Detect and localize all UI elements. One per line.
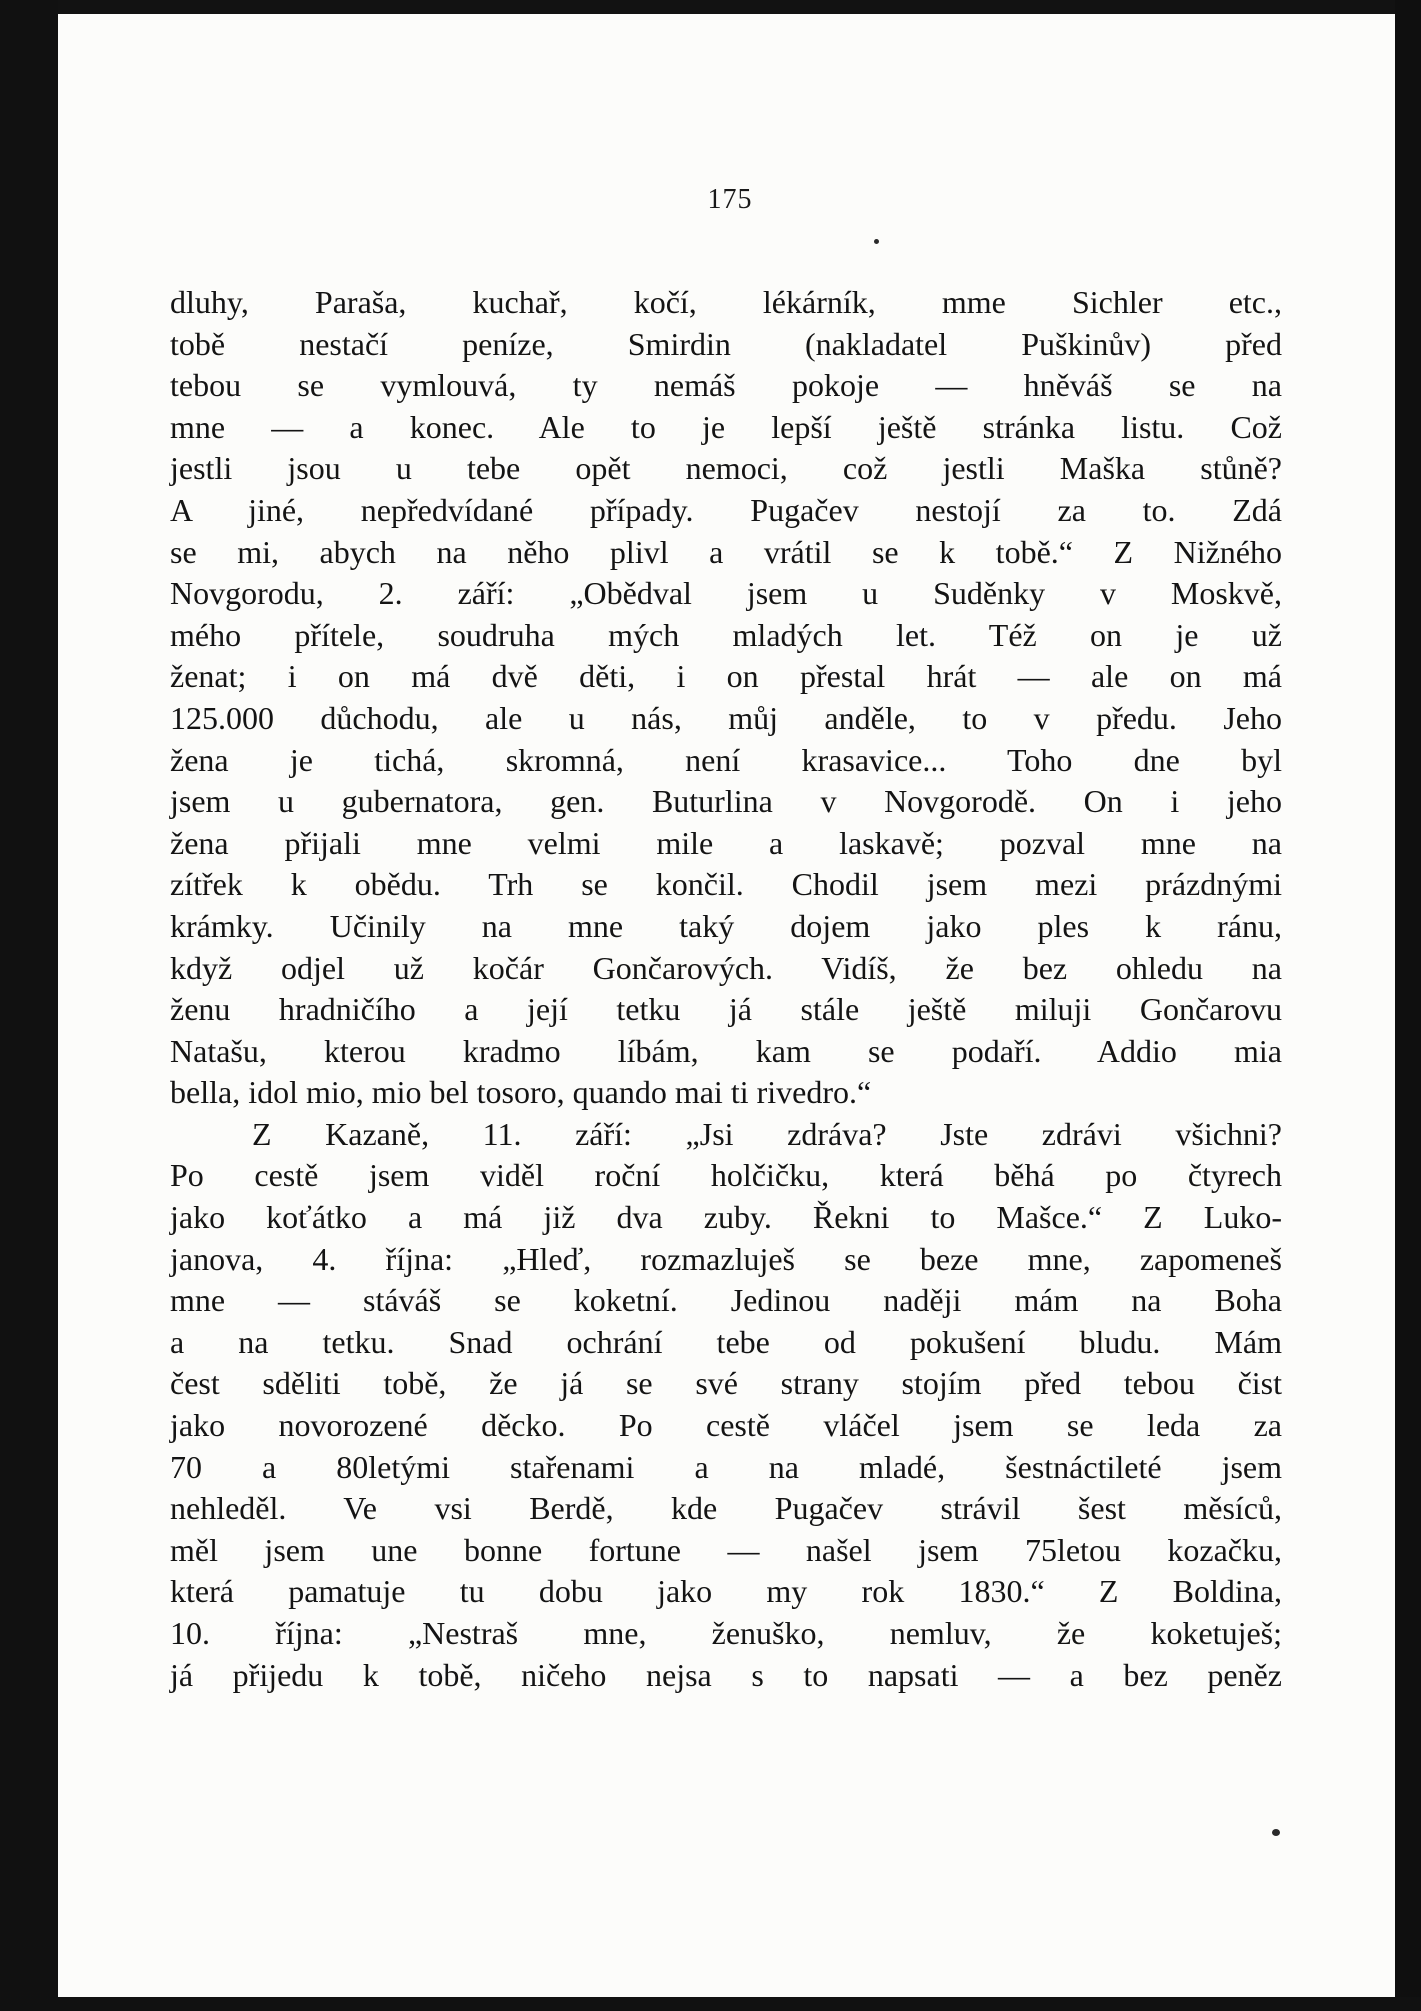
body-text xyxy=(170,282,1282,1696)
text-line: zítřek k obědu. Trh se končil. Chodil jsem mezi prázdnými xyxy=(170,866,1282,903)
text-line: žena přijali mne velmi mile a laskavě; pozval mne na xyxy=(170,824,1282,861)
text-line: 70 a 80letými stařenami a na mladé, šestnáctileté jsem xyxy=(170,1448,1282,1485)
ink-speck xyxy=(874,239,879,244)
text-line: jsem u gubernatora, gen. Buturlina v Novgorodě. On i jeho xyxy=(170,783,1282,820)
text-line: dluhy, Paraša, kuchař, kočí, lékárník, mme Sichler etc., xyxy=(170,284,1282,320)
text-line: janova, 4. října: „Hleď, rozmazluješ se beze mne, zapomeneš xyxy=(170,1240,1282,1277)
book-page xyxy=(58,14,1395,1997)
text-line: bella, idol mio, mio bel tosoro, quando mai ti rivedro.“ xyxy=(170,1074,872,1111)
text-line: Natašu, kterou kradmo líbám, kam se podaří. Addio mia xyxy=(170,1032,1282,1069)
page-number: 175 xyxy=(707,184,753,215)
scan-border-right xyxy=(1395,0,1421,2011)
text-line: Po cestě jsem viděl roční holčičku, která běhá po čtyrech xyxy=(170,1157,1282,1194)
text-line: tebou se vymlouvá, ty nemáš pokoje — hněváš se na xyxy=(170,367,1282,404)
text-line: jestli jsou u tebe opět nemoci, což jestli Maška stůně? xyxy=(170,450,1282,487)
text-line: mého přítele, soudruha mých mladých let. Též on je už xyxy=(170,616,1282,653)
text-line: ženu hradničího a její tetku já stále ještě miluji Gončarovu xyxy=(170,991,1282,1028)
text-line: Z Kazaně, 11. září: „Jsi zdráva? Jste zdrávi všichni? xyxy=(252,1115,1282,1152)
text-line: tobě nestačí peníze, Smirdin (nakladatel Puškinův) před xyxy=(170,325,1282,362)
ink-speck xyxy=(1272,1829,1280,1836)
text-line: A jiné, nepředvídané případy. Pugačev nestojí za to. Zdá xyxy=(170,491,1282,528)
text-line: a na tetku. Snad ochrání tebe od pokušení bludu. Mám xyxy=(170,1323,1282,1360)
scan-border-top xyxy=(0,0,1421,14)
text-line: se mi, abych na něho plivl a vrátil se k tobě.“ Z Nižného xyxy=(170,533,1282,570)
text-line: měl jsem une bonne fortune — našel jsem 75letou kozačku, xyxy=(170,1531,1282,1568)
text-line: ženat; i on má dvě děti, i on přestal hrát — ale on má xyxy=(170,658,1282,695)
text-line: nehleděl. Ve vsi Berdě, kde Pugačev strávil šest měsíců, xyxy=(170,1490,1282,1527)
text-line: Novgorodu, 2. září: „Obědval jsem u Suděnky v Moskvě, xyxy=(170,575,1282,612)
scan-border-bottom xyxy=(0,1997,1421,2011)
text-line: čest sděliti tobě, že já se své strany stojím před tebou čist xyxy=(170,1365,1282,1402)
text-line: 10. října: „Nestraš mne, ženuško, nemluv, že koketuješ; xyxy=(170,1615,1282,1651)
text-line: jako koťátko a má již dva zuby. Řekni to Mašce.“ Z Luko- xyxy=(170,1199,1282,1236)
text-line: která pamatuje tu dobu jako my rok 1830.“ Z Boldina, xyxy=(170,1573,1282,1610)
text-line: jako novorozené děcko. Po cestě vláčel jsem se leda za xyxy=(170,1407,1282,1444)
text-line: 125.000 důchodu, ale u nás, můj anděle, to v předu. Jeho xyxy=(170,699,1282,736)
text-line: když odjel už kočár Gončarových. Vidíš, že bez ohledu na xyxy=(170,949,1282,986)
text-line: já přijedu k tobě, ničeho nejsa s to napsati — a bez peněz xyxy=(170,1656,1282,1693)
text-line: krámky. Učinily na mne taký dojem jako ples k ránu, xyxy=(170,907,1282,944)
scan-border-left xyxy=(0,0,58,2011)
text-line: mne — stáváš se koketní. Jedinou naději mám na Boha xyxy=(170,1282,1282,1319)
text-line: žena je tichá, skromná, není krasavice... Toho dne byl xyxy=(170,741,1282,778)
text-line: mne — a konec. Ale to je lepší ještě stránka listu. Což xyxy=(170,408,1282,445)
